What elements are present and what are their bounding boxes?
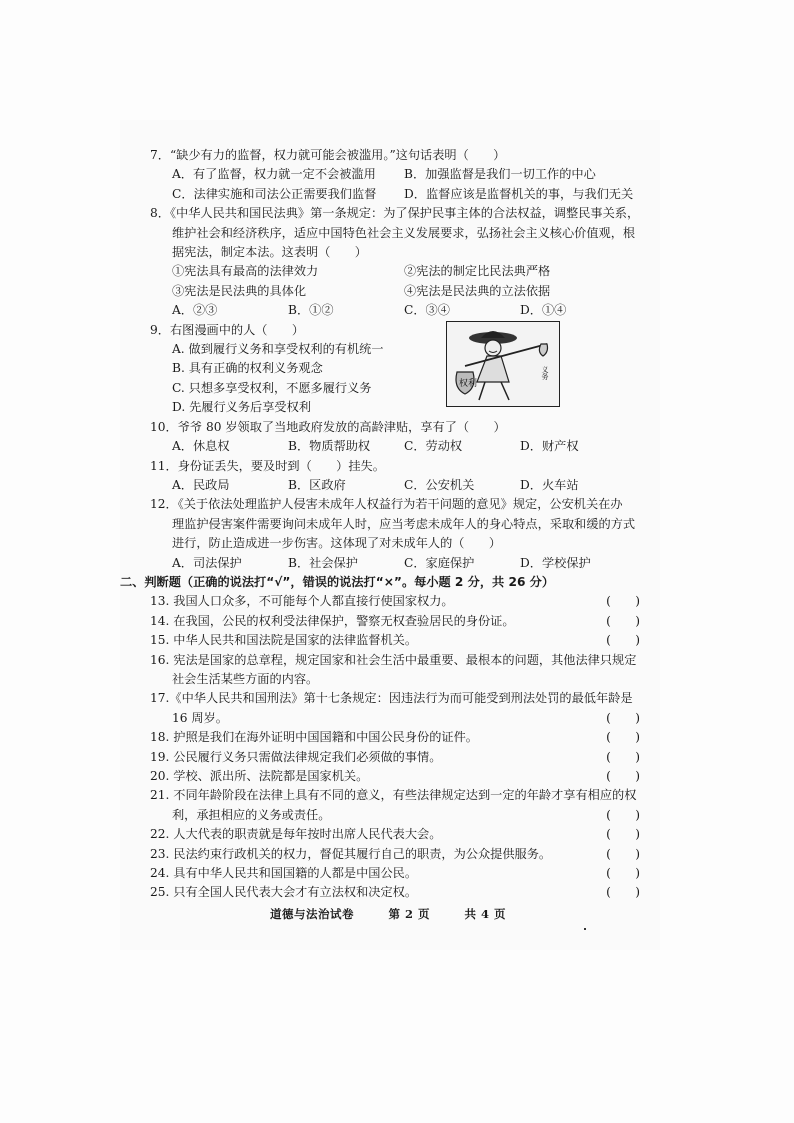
answer-blank[interactable]: ( ) — [606, 885, 640, 900]
judge-text: 23. 民法约束行政机关的权力，督促其履行自己的职责，为公众提供服务。 — [150, 846, 552, 861]
q10-option-a: A．休息权 — [172, 439, 230, 454]
judge-text: 15. 中华人民共和国法院是国家的法律监督机关。 — [150, 633, 418, 648]
q8-option-b: B．①② — [288, 303, 334, 318]
q12-option-b: B．社会保护 — [288, 555, 358, 570]
judge-text: 利，承担相应的义务或责任。 — [172, 807, 331, 822]
q12-stem-line2: 理监护侵害案件需要询问未成年人时，应当考虑未成年人的身心特点，采取和缓的方式 — [172, 516, 636, 531]
q8-statement-3: ③宪法是民法典的具体化 — [172, 283, 307, 298]
q12-option-c: C．家庭保护 — [404, 555, 475, 570]
judge-text: 22. 人大代表的职责就是每年按时出席人民代表大会。 — [150, 827, 442, 842]
answer-blank[interactable]: ( ) — [606, 769, 640, 783]
answer-blank[interactable]: ( ) — [606, 594, 640, 609]
judge-text: 16 周岁。 — [172, 710, 228, 725]
q8-statement-4: ④宪法是民法典的立法依据 — [404, 283, 551, 298]
scan-speck — [584, 928, 586, 930]
q8-option-c: C．③④ — [404, 303, 450, 318]
judge-item-22 — [150, 825, 642, 844]
q7-option-c: C．法律实施和司法公正需要我们监督 — [172, 186, 377, 201]
judge-text: 24. 具有中华人民共和国国籍的人都是中国公民。 — [150, 866, 418, 881]
judge-item-13 — [150, 592, 642, 611]
judge-text: 25. 只有全国人民代表大会才有立法权和决定权。 — [150, 885, 418, 900]
cartoon-label-rights: 权利 — [459, 378, 478, 389]
answer-blank[interactable]: ( ) — [606, 827, 640, 842]
footer-total-pages: 共 4 页 — [464, 907, 507, 921]
judge-item-24 — [150, 864, 642, 883]
cartoon-drawing — [447, 322, 559, 406]
q12-option-d: D．学校保护 — [520, 555, 591, 570]
answer-blank[interactable]: ( ) — [606, 613, 640, 628]
judge-text: 14. 在我国，公民的权利受法律保护，警察无权查验居民的身份证。 — [150, 613, 515, 628]
q8-statement-1: ①宪法具有最高的法律效力 — [172, 264, 319, 279]
q8-stem-line1: 8．《中华人民共和国民法典》第一条规定：为了保护民事主体的合法权益，调整民事关系， — [150, 206, 640, 221]
q12-options — [150, 554, 642, 573]
q8-option-d: D．①④ — [520, 303, 567, 318]
q12-stem-line1: 12．《关于依法处理监护人侵害未成年人权益行为若干问题的意见》规定，公安机关在办 — [150, 497, 623, 512]
q8-options — [150, 301, 642, 320]
judge-text: 13. 我国人口众多，不可能每个人都直接行使国家权力。 — [150, 594, 454, 609]
answer-blank[interactable]: ( ) — [606, 749, 640, 764]
q11-stem: 11．身份证丢失，要及时到（ ）挂失。 — [150, 458, 385, 473]
q10-options — [150, 437, 642, 456]
answer-blank[interactable]: ( ) — [606, 730, 640, 745]
footer-subject: 道德与法治试卷 — [270, 907, 354, 921]
judge-item-16-line1: 16. 宪法是国家的总章程，规定国家和社会生活中最重要、最根本的问题，其他法律只规定 — [150, 652, 637, 667]
judge-text: 20. 学校、派出所、法院都是国家机关。 — [150, 769, 369, 783]
answer-blank[interactable]: ( ) — [606, 846, 640, 861]
q10-option-b: B．物质帮助权 — [288, 439, 371, 454]
q8-statements-row1 — [150, 262, 642, 281]
q10-option-d: D．财产权 — [520, 439, 579, 454]
section2-title: 二、判断题（正确的说法打“√”，错误的说法打“×”。每小题 2 分，共 26 分） — [120, 574, 555, 589]
q12-option-a: A．司法保护 — [172, 555, 242, 570]
q9-block — [150, 321, 642, 418]
judge-text: 18. 护照是我们在海外证明中国国籍和中国公民身份的证件。 — [150, 730, 478, 745]
q7-stem: 7．“缺少有力的监督，权力就可能会被滥用。”这句话表明（ ） — [150, 148, 506, 162]
judge-text: 19. 公民履行义务只需做法律规定我们必须做的事情。 — [150, 749, 442, 764]
judge-item-17 — [150, 709, 642, 728]
judge-item-18 — [150, 728, 642, 747]
q11-options — [150, 476, 642, 495]
judge-item-19 — [150, 748, 642, 767]
exam-content — [120, 146, 642, 903]
judge-item-21 — [150, 806, 642, 825]
judge-item-14 — [150, 612, 642, 631]
q7-options-row1 — [150, 165, 642, 184]
q8-stem-line2: 维护社会和经济秩序，适应中国特色社会主义发展要求，弘扬社会主义核心价值观，根 — [172, 225, 636, 240]
q9-option-a: A. 做到履行义务和享受权利的有机统一 — [172, 342, 384, 357]
q11-option-d: D．火车站 — [520, 477, 579, 492]
cartoon-label-duties: 义务 — [541, 365, 549, 380]
q11-option-b: B．区政府 — [288, 477, 346, 492]
q8-option-a: A．②③ — [172, 303, 218, 318]
answer-blank[interactable]: ( ) — [606, 710, 640, 725]
q7-option-b: B．加强监督是我们一切工作的中心 — [404, 167, 596, 182]
q9-option-d: D. 先履行义务后享受权利 — [172, 400, 311, 415]
q9-option-c: C. 只想多享受权利，不愿多履行义务 — [172, 380, 372, 395]
q7-option-d: D．监督应该是监督机关的事，与我们无关 — [404, 186, 634, 201]
q10-stem: 10．爷爷 80 岁领取了当地政府发放的高龄津贴，享有了（ ） — [150, 419, 506, 434]
q8-stem-line3: 据宪法，制定本法。这表明（ ） — [172, 245, 367, 260]
q8-statements-row2 — [150, 282, 642, 301]
judge-item-20 — [150, 767, 642, 786]
q11-option-c: C．公安机关 — [404, 477, 475, 492]
q12-stem-line3: 进行，防止造成进一步伤害。这体现了对未成年人的（ ） — [172, 536, 502, 551]
answer-blank[interactable]: ( ) — [606, 807, 640, 822]
q7-options-row2 — [150, 185, 642, 204]
judge-item-16-line2: 社会生活某些方面的内容。 — [172, 671, 319, 686]
q8-statement-2: ②宪法的制定比民法典严格 — [404, 264, 551, 279]
judge-item-23 — [150, 845, 642, 864]
judge-item-25 — [150, 883, 642, 902]
judge-item-21-line1: 21. 不同年龄阶段在法律上具有不同的意义，有些法律规定达到一定的年龄才享有相应的权 — [150, 788, 637, 803]
judge-item-15 — [150, 631, 642, 650]
q7-option-a: A．有了监督，权力就一定不会被滥用 — [172, 167, 376, 182]
page-footer — [270, 906, 536, 922]
q11-option-a: A．民政局 — [172, 477, 230, 492]
q9-option-b: B. 具有正确的权利义务观念 — [172, 361, 323, 376]
answer-blank[interactable]: ( ) — [606, 633, 640, 648]
q9-cartoon-image — [446, 321, 560, 407]
answer-blank[interactable]: ( ) — [606, 866, 640, 881]
q9-stem: 9．右图漫画中的人（ ） — [150, 322, 305, 337]
footer-page-number: 第 2 页 — [388, 907, 431, 921]
q10-option-c: C．劳动权 — [404, 439, 463, 454]
judge-item-17-line1: 17.《中华人民共和国刑法》第十七条规定：因违法行为而可能受到刑法处罚的最低年龄是 — [150, 691, 633, 706]
